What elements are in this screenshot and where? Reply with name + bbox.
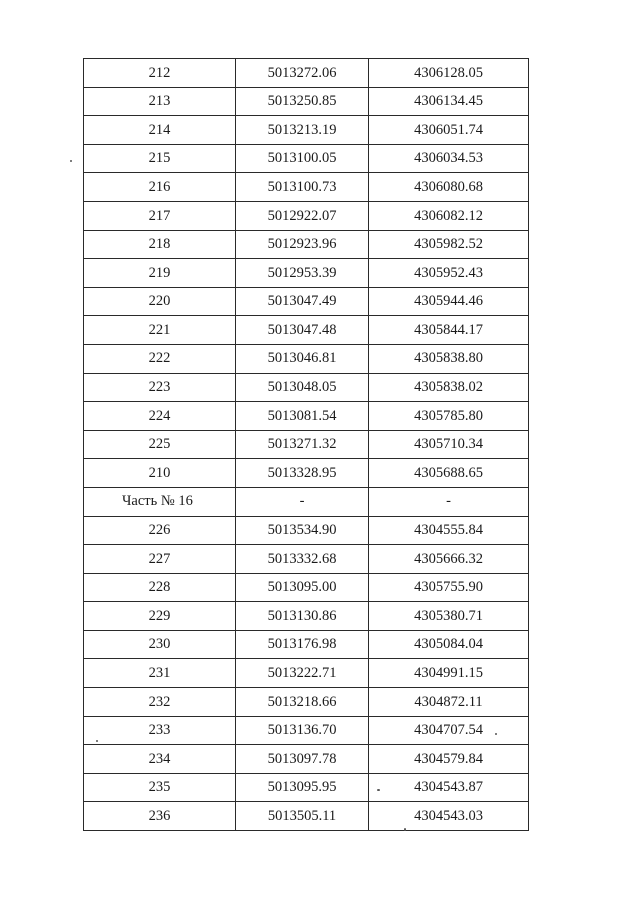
x-coordinate-cell: 5012953.39	[236, 259, 369, 288]
table-row	[84, 173, 529, 202]
y-coordinate-cell: 4305838.80	[369, 344, 529, 373]
point-number-cell: 212	[84, 59, 236, 88]
x-coordinate-cell: 5013081.54	[236, 402, 369, 431]
coordinates-table-body	[84, 59, 529, 831]
table-row	[84, 287, 529, 316]
table-row	[84, 402, 529, 431]
point-number-cell: 233	[84, 716, 236, 745]
y-coordinate-cell: 4304543.87	[369, 773, 529, 802]
y-coordinate-cell: 4305982.52	[369, 230, 529, 259]
point-number-cell: 224	[84, 402, 236, 431]
scan-speck	[495, 733, 497, 735]
table-row	[84, 802, 529, 831]
scan-speck	[377, 789, 380, 791]
point-number-cell: 221	[84, 316, 236, 345]
x-coordinate-cell: 5013271.32	[236, 430, 369, 459]
x-coordinate-cell: 5013218.66	[236, 688, 369, 717]
point-number-cell: 213	[84, 87, 236, 116]
y-coordinate-cell: 4305944.46	[369, 287, 529, 316]
scan-speck	[70, 160, 72, 162]
y-coordinate-cell: -	[369, 487, 529, 516]
x-coordinate-cell: 5013095.95	[236, 773, 369, 802]
table-row	[84, 144, 529, 173]
y-coordinate-cell: 4306080.68	[369, 173, 529, 202]
y-coordinate-cell: 4304991.15	[369, 659, 529, 688]
y-coordinate-cell: 4305952.43	[369, 259, 529, 288]
point-number-cell: 218	[84, 230, 236, 259]
point-number-cell: 216	[84, 173, 236, 202]
point-number-cell: 227	[84, 545, 236, 574]
y-coordinate-cell: 4305755.90	[369, 573, 529, 602]
point-number-cell: 225	[84, 430, 236, 459]
table-row	[84, 773, 529, 802]
table-row	[84, 659, 529, 688]
y-coordinate-cell: 4305666.32	[369, 545, 529, 574]
point-number-cell: 210	[84, 459, 236, 488]
x-coordinate-cell: 5013176.98	[236, 630, 369, 659]
table-row	[84, 373, 529, 402]
table-row	[84, 602, 529, 631]
point-number-cell: 228	[84, 573, 236, 602]
x-coordinate-cell: 5013136.70	[236, 716, 369, 745]
scan-speck	[96, 740, 98, 742]
table-row	[84, 259, 529, 288]
table-row	[84, 545, 529, 574]
y-coordinate-cell: 4306134.45	[369, 87, 529, 116]
table-row	[84, 516, 529, 545]
y-coordinate-cell: 4306051.74	[369, 116, 529, 145]
scan-speck	[404, 828, 406, 831]
x-coordinate-cell: 5013047.49	[236, 287, 369, 316]
point-number-cell: 234	[84, 745, 236, 774]
y-coordinate-cell: 4306082.12	[369, 201, 529, 230]
point-number-cell: 232	[84, 688, 236, 717]
table-row	[84, 573, 529, 602]
x-coordinate-cell: 5013130.86	[236, 602, 369, 631]
x-coordinate-cell: 5013095.00	[236, 573, 369, 602]
point-number-cell: 223	[84, 373, 236, 402]
section-label-cell: Часть № 16	[84, 487, 236, 516]
point-number-cell: 229	[84, 602, 236, 631]
point-number-cell: 235	[84, 773, 236, 802]
point-number-cell: 236	[84, 802, 236, 831]
point-number-cell: 226	[84, 516, 236, 545]
table-row	[84, 430, 529, 459]
x-coordinate-cell: 5013332.68	[236, 545, 369, 574]
coordinates-table	[83, 58, 529, 831]
table-row	[84, 688, 529, 717]
y-coordinate-cell: 4306128.05	[369, 59, 529, 88]
table-row	[84, 201, 529, 230]
point-number-cell: 222	[84, 344, 236, 373]
x-coordinate-cell: -	[236, 487, 369, 516]
table-row	[84, 87, 529, 116]
table-row	[84, 459, 529, 488]
point-number-cell: 217	[84, 201, 236, 230]
section-row	[84, 487, 529, 516]
x-coordinate-cell: 5013222.71	[236, 659, 369, 688]
x-coordinate-cell: 5013272.06	[236, 59, 369, 88]
y-coordinate-cell: 4304555.84	[369, 516, 529, 545]
table-row	[84, 230, 529, 259]
point-number-cell: 215	[84, 144, 236, 173]
table-row	[84, 316, 529, 345]
point-number-cell: 230	[84, 630, 236, 659]
point-number-cell: 231	[84, 659, 236, 688]
y-coordinate-cell: 4304579.84	[369, 745, 529, 774]
y-coordinate-cell: 4304707.54	[369, 716, 529, 745]
point-number-cell: 219	[84, 259, 236, 288]
y-coordinate-cell: 4304872.11	[369, 688, 529, 717]
table-row	[84, 344, 529, 373]
x-coordinate-cell: 5013328.95	[236, 459, 369, 488]
y-coordinate-cell: 4305844.17	[369, 316, 529, 345]
x-coordinate-cell: 5013505.11	[236, 802, 369, 831]
x-coordinate-cell: 5013097.78	[236, 745, 369, 774]
x-coordinate-cell: 5013213.19	[236, 116, 369, 145]
y-coordinate-cell: 4305838.02	[369, 373, 529, 402]
table-row	[84, 716, 529, 745]
table-row	[84, 116, 529, 145]
x-coordinate-cell: 5012922.07	[236, 201, 369, 230]
y-coordinate-cell: 4306034.53	[369, 144, 529, 173]
x-coordinate-cell: 5013048.05	[236, 373, 369, 402]
x-coordinate-cell: 5013046.81	[236, 344, 369, 373]
y-coordinate-cell: 4304543.03	[369, 802, 529, 831]
x-coordinate-cell: 5012923.96	[236, 230, 369, 259]
y-coordinate-cell: 4305084.04	[369, 630, 529, 659]
x-coordinate-cell: 5013250.85	[236, 87, 369, 116]
x-coordinate-cell: 5013534.90	[236, 516, 369, 545]
x-coordinate-cell: 5013100.73	[236, 173, 369, 202]
point-number-cell: 220	[84, 287, 236, 316]
y-coordinate-cell: 4305710.34	[369, 430, 529, 459]
y-coordinate-cell: 4305380.71	[369, 602, 529, 631]
y-coordinate-cell: 4305785.80	[369, 402, 529, 431]
table-row	[84, 630, 529, 659]
table-row	[84, 745, 529, 774]
y-coordinate-cell: 4305688.65	[369, 459, 529, 488]
point-number-cell: 214	[84, 116, 236, 145]
x-coordinate-cell: 5013047.48	[236, 316, 369, 345]
x-coordinate-cell: 5013100.05	[236, 144, 369, 173]
table-row	[84, 59, 529, 88]
